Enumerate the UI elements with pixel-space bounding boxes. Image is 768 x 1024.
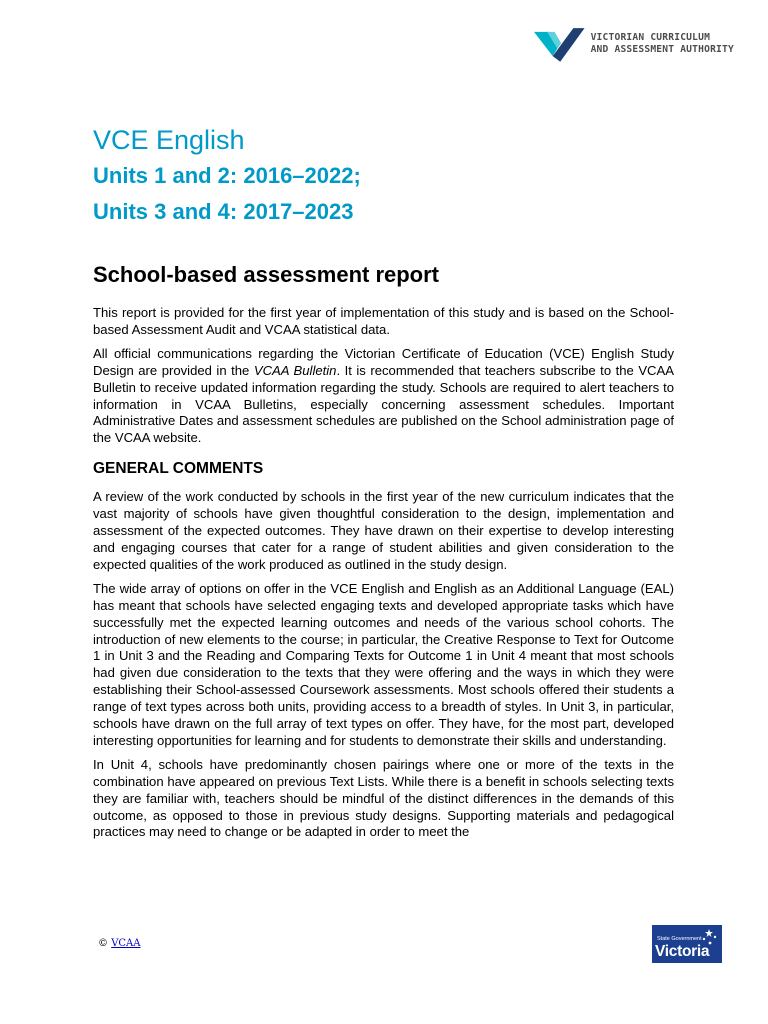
vcaa-logo-line2: AND ASSESSMENT AUTHORITY (590, 44, 734, 55)
general-comments-heading: GENERAL COMMENTS (93, 460, 264, 478)
copyright-symbol: © (98, 938, 108, 949)
gov-big-label: Victoria (655, 943, 710, 960)
body-text (93, 305, 674, 848)
title-block (93, 122, 693, 230)
report-title: School-based assessment report (93, 262, 440, 287)
general-paragraph-3: In Unit 4, schools have predominantly chosen pairings where one or more of the texts in the combination have appeared on previous Text Lists. While there is a benefit in schools selecting texts they are familiar with, teachers should be mindful of the distinct differences in the demands of this outcome, as opposed to those in previous study designs. Supporting materials and pedagogical practices may need to change or be adapted in order to meet the (93, 756, 674, 840)
intro-paragraph-1: This report is provided for the first year of implementation of this study and is based on the School-based Assessment Audit and VCAA statistical data. (93, 305, 674, 337)
vcaa-link[interactable]: VCAA (111, 938, 141, 949)
units-3-4-subtitle: Units 3 and 4: 2017–2023 (93, 199, 354, 224)
document-title: VCE English (93, 125, 245, 155)
vcaa-logo-text (591, 32, 734, 56)
gov-small-label: State Government (657, 936, 702, 942)
victoria-government-logo (652, 925, 722, 963)
vcaa-logo (534, 22, 734, 66)
footer-copyright (98, 938, 141, 949)
general-paragraph-2: The wide array of options on offer in the VCE English and English as an Additional Language (EAL) has meant that schools have selected engaging texts and developed appropriate tasks which have successfully met the expected learning outcomes and needs of the various school cohorts. The introduction of new elements to the course; in particular, the Creative Response to Text for Outcome 1 in Unit 3 and the Reading and Comparing Texts for Outcome 1 in Unit 4 meant that most schools had given due consideration to the texts that they were offering and the ways in which they were establishing their School-assessed Coursework assessments. Most schools offered their students a range of text types across both units, providing access to a breadth of styles. In Unit 3, in particular, schools have drawn on the full array of text types on offer. They have, for the most part, developed interesting opportunities for learning and for students to demonstrate their skills and understanding. (93, 580, 674, 748)
units-1-2-subtitle: Units 1 and 2: 2016–2022; (93, 163, 361, 188)
intro-p2-text-rest: . It is recommended that teachers subscribe to the VCAA Bulletin to receive updated information regarding the study. Schools are required to alert teachers to information in VCAA Bulletins, especially concerning assessment schedules. Important Administrative Dates and assessment schedules are published on the School administration page of the VCAA website. (93, 362, 674, 446)
vcaa-logo-line1: VICTORIAN CURRICULUM (590, 32, 711, 43)
vcaa-bulletin-italic: VCAA Bulletin (253, 362, 337, 378)
intro-p2-text: All official communications regarding the Victorian Certificate of Education (VCE) English Study Design are provided in the (93, 345, 674, 378)
general-paragraph-1: A review of the work conducted by schools in the first year of the new curriculum indicates that the vast majority of schools have given thoughtful consideration to the design, implementation and assessment of the expected outcomes. They have drawn on their expertise to develop interesting and engaging courses that cater for a range of student abilities and given consideration to the expected qualities of the work produced as outlined in the study design. (93, 489, 674, 572)
intro-paragraph-2 (93, 346, 674, 447)
vcaa-logo-mark-icon (534, 25, 585, 63)
